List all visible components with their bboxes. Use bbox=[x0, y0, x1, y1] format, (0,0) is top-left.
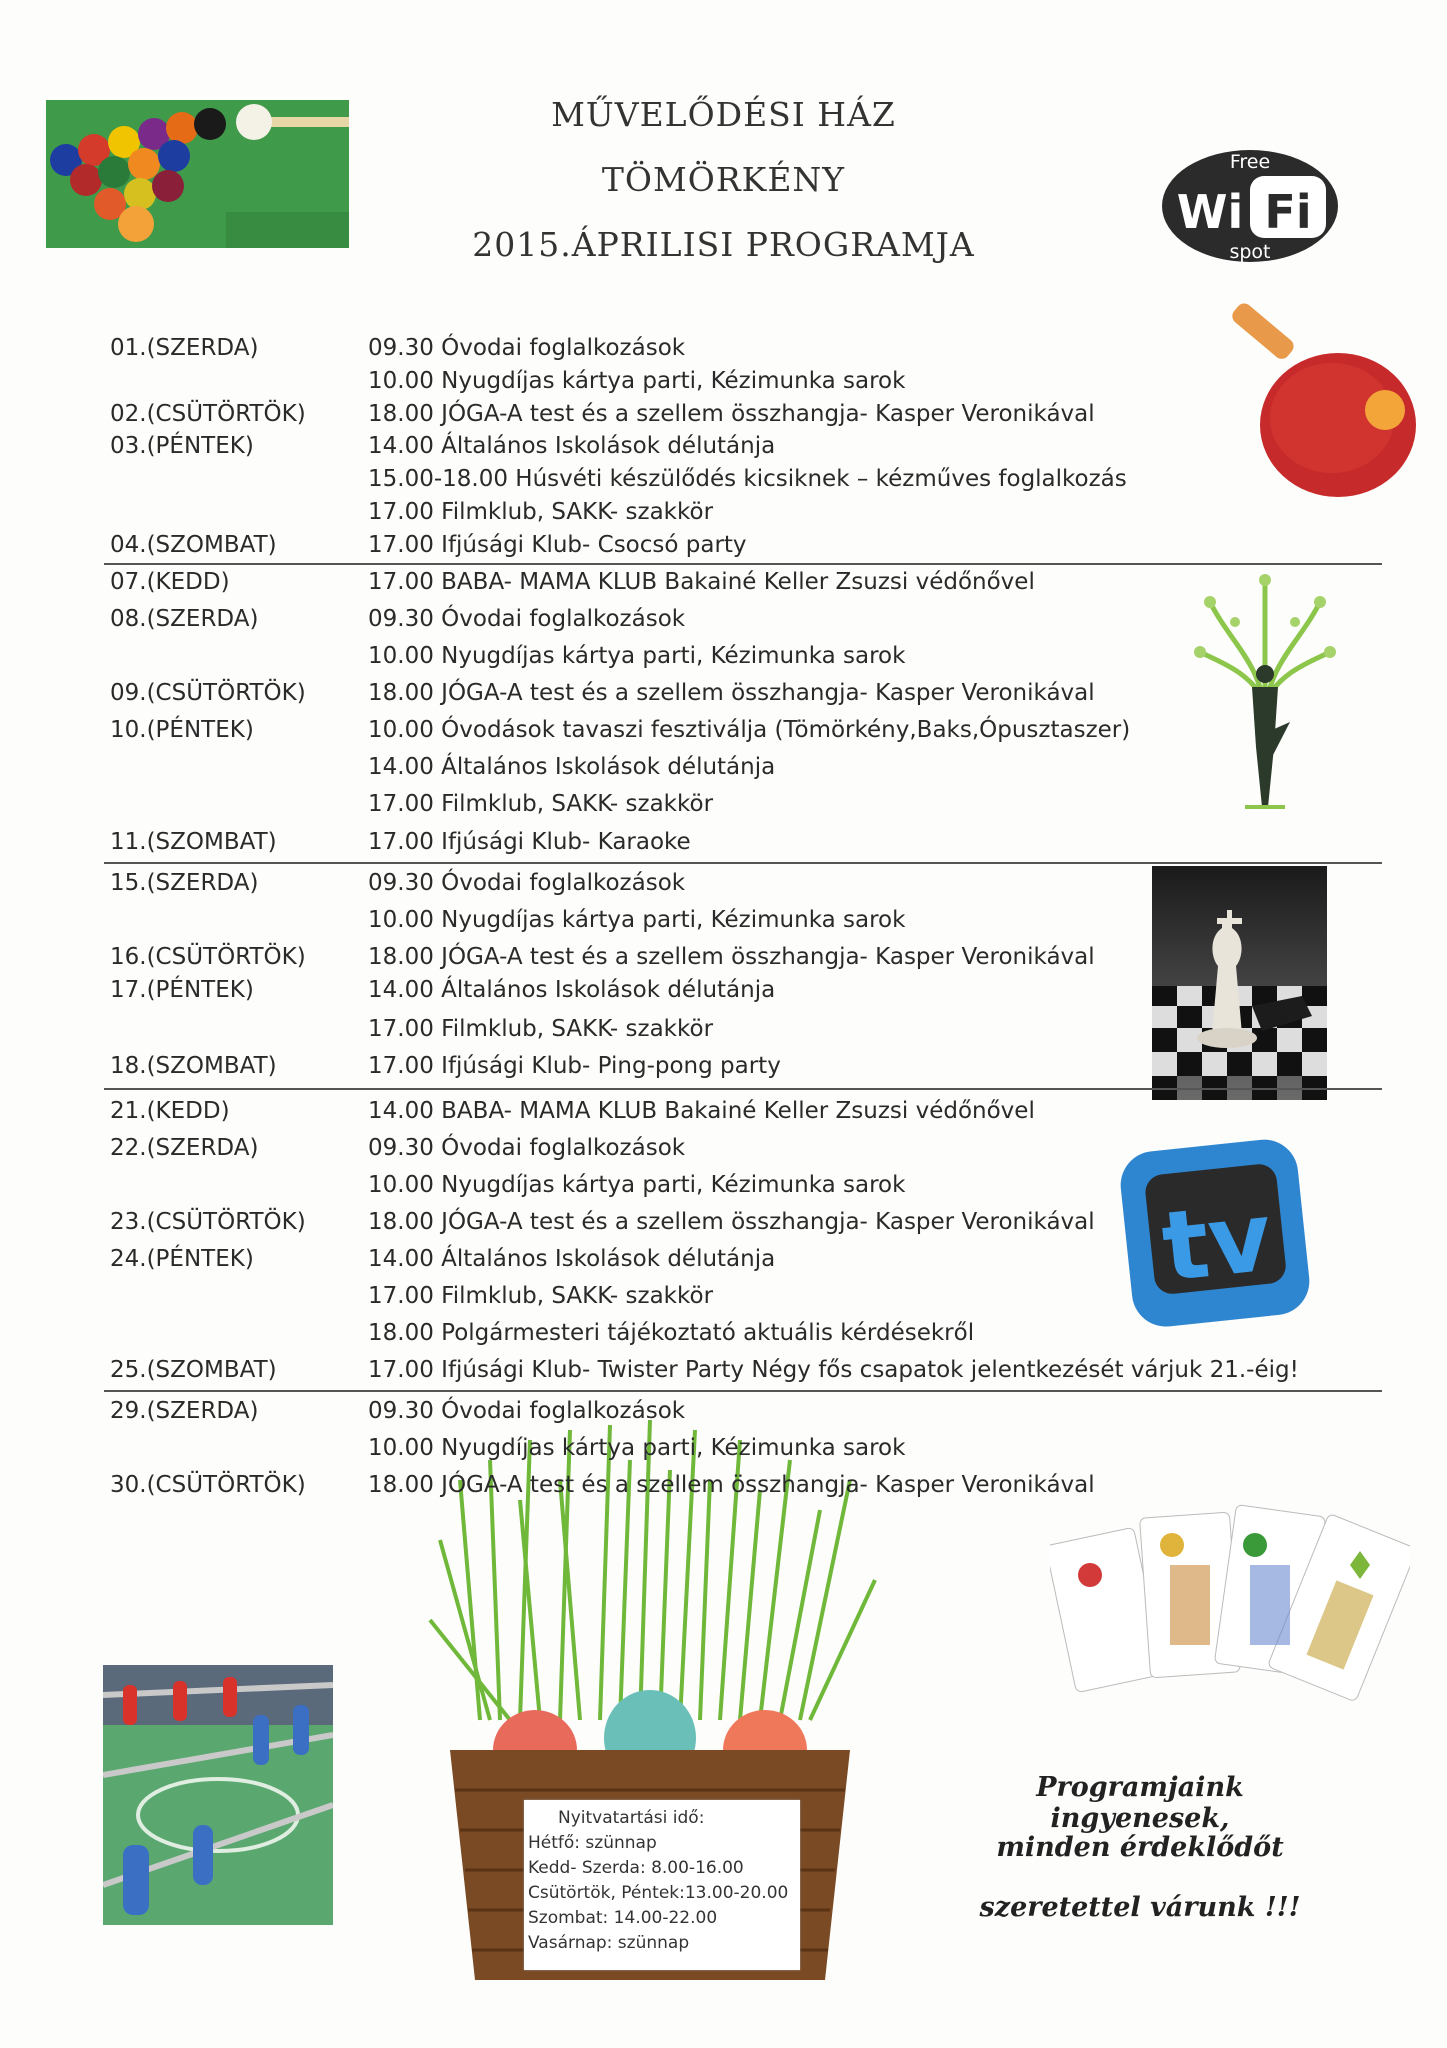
schedule-row bbox=[0, 462, 1447, 496]
schedule-day: 09.(CSÜTÖRTÖK) bbox=[110, 680, 306, 706]
hungarian-playing-cards-image bbox=[1050, 1495, 1410, 1725]
schedule-row bbox=[0, 1049, 1447, 1083]
schedule-day: 18.(SZOMBAT) bbox=[110, 1053, 277, 1079]
closing-line-2: minden érdeklődőt bbox=[996, 1832, 1284, 1863]
schedule-row bbox=[0, 787, 1447, 821]
schedule-event: 17.00 BABA- MAMA KLUB Bakainé Keller Zsuzsi védőnővel bbox=[368, 569, 1035, 595]
schedule-row bbox=[0, 1094, 1447, 1128]
schedule-event: 14.00 Általános Iskolások délutánja bbox=[368, 977, 776, 1003]
billiard-balls-image bbox=[46, 100, 349, 248]
schedule-event: 14.00 BABA- MAMA KLUB Bakainé Keller Zsuzsi védőnővel bbox=[368, 1098, 1035, 1124]
schedule-event: 17.00 Ifjúsági Klub- Karaoke bbox=[368, 829, 691, 855]
opening-hours-line: Hétfő: szünnap bbox=[528, 1833, 657, 1853]
schedule-event: 17.00 Ifjúsági Klub- Csocsó party bbox=[368, 532, 747, 558]
schedule-row bbox=[0, 1394, 1447, 1428]
schedule-day: 15.(SZERDA) bbox=[110, 870, 259, 896]
schedule-day: 04.(SZOMBAT) bbox=[110, 532, 277, 558]
schedule-row bbox=[0, 1316, 1447, 1350]
schedule-row bbox=[0, 565, 1447, 599]
schedule-row bbox=[0, 1279, 1447, 1313]
schedule-day: 01.(SZERDA) bbox=[110, 335, 259, 361]
opening-hours-box bbox=[524, 1800, 800, 1970]
schedule-day: 03.(PÉNTEK) bbox=[110, 433, 254, 459]
schedule-event: 17.00 Filmklub, SAKK- szakkör bbox=[368, 791, 714, 817]
schedule-row bbox=[0, 825, 1447, 859]
schedule-row bbox=[0, 1205, 1447, 1239]
wifi-spot-text: spot bbox=[1229, 241, 1271, 263]
opening-hours-title: Nyitvatartási idő: bbox=[558, 1808, 705, 1828]
schedule-event: 10.00 Nyugdíjas kártya parti, Kézimunka sarok bbox=[368, 368, 906, 394]
schedule-row bbox=[0, 973, 1447, 1007]
schedule-day: 30.(CSÜTÖRTÖK) bbox=[110, 1472, 306, 1498]
schedule-day: 02.(CSÜTÖRTÖK) bbox=[110, 401, 306, 427]
closing-line-3: szeretettel várunk !!! bbox=[979, 1892, 1301, 1923]
schedule-event: 18.00 JÓGA-A test és a szellem összhangja- Kasper Veronikával bbox=[368, 1472, 1095, 1498]
schedule-event: 14.00 Általános Iskolások délutánja bbox=[368, 1246, 776, 1272]
schedule-day: 24.(PÉNTEK) bbox=[110, 1246, 254, 1272]
week-separator bbox=[104, 1088, 1382, 1090]
wifi-free-text: Free bbox=[1229, 151, 1271, 173]
schedule-event: 09.30 Óvodai foglalkozások bbox=[368, 335, 686, 361]
week-separator bbox=[104, 862, 1382, 864]
schedule-row bbox=[0, 1353, 1447, 1387]
schedule-row bbox=[0, 940, 1447, 974]
schedule-row bbox=[0, 1131, 1447, 1165]
schedule-row bbox=[0, 750, 1447, 784]
schedule-event: 10.00 Nyugdíjas kártya parti, Kézimunka sarok bbox=[368, 1172, 906, 1198]
title-line-1: MŰVELŐDÉSI HÁZ bbox=[551, 95, 896, 134]
schedule-row bbox=[0, 331, 1447, 365]
wifi-fi-text: Fi bbox=[1264, 185, 1312, 239]
schedule-day: 23.(CSÜTÖRTÖK) bbox=[110, 1209, 306, 1235]
schedule-day: 16.(CSÜTÖRTÖK) bbox=[110, 944, 306, 970]
opening-hours-line: Csütörtök, Péntek:13.00-20.00 bbox=[528, 1883, 789, 1903]
free-wifi-spot-logo bbox=[1158, 148, 1343, 266]
schedule-row bbox=[0, 903, 1447, 937]
opening-hours-line: Kedd- Szerda: 8.00-16.00 bbox=[528, 1858, 744, 1878]
schedule-event: 09.30 Óvodai foglalkozások bbox=[368, 1398, 686, 1424]
schedule-row bbox=[0, 1242, 1447, 1276]
wifi-wi-text: Wi bbox=[1176, 185, 1244, 239]
schedule-row bbox=[0, 528, 1447, 562]
schedule-day: 17.(PÉNTEK) bbox=[110, 977, 254, 1003]
schedule-row bbox=[0, 676, 1447, 710]
schedule-event: 17.00 Ifjúsági Klub- Ping-pong party bbox=[368, 1053, 781, 1079]
schedule-event: 17.00 Filmklub, SAKK- szakkör bbox=[368, 1283, 714, 1309]
schedule-row bbox=[0, 866, 1447, 900]
schedule-event: 14.00 Általános Iskolások délutánja bbox=[368, 754, 776, 780]
schedule-day: 10.(PÉNTEK) bbox=[110, 717, 254, 743]
schedule-event: 09.30 Óvodai foglalkozások bbox=[368, 606, 686, 632]
schedule-row bbox=[0, 1468, 1447, 1502]
schedule-day: 29.(SZERDA) bbox=[110, 1398, 259, 1424]
schedule-row bbox=[0, 1431, 1447, 1465]
schedule-event: 18.00 JÓGA-A test és a szellem összhangja- Kasper Veronikával bbox=[368, 401, 1095, 427]
schedule-day: 22.(SZERDA) bbox=[110, 1135, 259, 1161]
schedule-event: 15.00-18.00 Húsvéti készülődés kicsiknek – kézműves foglalkozás bbox=[368, 466, 1127, 492]
schedule-row bbox=[0, 639, 1447, 673]
schedule-event: 18.00 Polgármesteri tájékoztató aktuális kérdésekről bbox=[368, 1320, 975, 1346]
schedule-day: 11.(SZOMBAT) bbox=[110, 829, 277, 855]
schedule-event: 18.00 JÓGA-A test és a szellem összhangja- Kasper Veronikával bbox=[368, 680, 1095, 706]
schedule-event: 17.00 Filmklub, SAKK- szakkör bbox=[368, 1016, 714, 1042]
schedule-event: 10.00 Nyugdíjas kártya parti, Kézimunka sarok bbox=[368, 907, 906, 933]
opening-hours-line: Vasárnap: szünnap bbox=[528, 1933, 690, 1953]
schedule-day: 07.(KEDD) bbox=[110, 569, 230, 595]
schedule-row bbox=[0, 1168, 1447, 1202]
schedule-row bbox=[0, 1012, 1447, 1046]
schedule-row bbox=[0, 397, 1447, 431]
schedule-event: 17.00 Ifjúsági Klub- Twister Party Négy fős csapatok jelentkezését várjuk 21.-éig! bbox=[368, 1357, 1299, 1383]
week-separator bbox=[104, 1390, 1382, 1392]
title-line-2: TÖMÖRKÉNY bbox=[601, 160, 846, 199]
schedule-event: 09.30 Óvodai foglalkozások bbox=[368, 1135, 686, 1161]
schedule-event: 10.00 Óvodások tavaszi fesztiválja (Tömörkény,Baks,Ópusztaszer) bbox=[368, 717, 1131, 743]
tv-logo-text: tv bbox=[1157, 1180, 1277, 1304]
schedule-row bbox=[0, 495, 1447, 529]
schedule-row bbox=[0, 364, 1447, 398]
schedule-event: 10.00 Nyugdíjas kártya parti, Kézimunka sarok bbox=[368, 1435, 906, 1461]
schedule-event: 17.00 Filmklub, SAKK- szakkör bbox=[368, 499, 714, 525]
closing-line-1: Programjaink ingyenesek, bbox=[1036, 1772, 1244, 1834]
foosball-table-image bbox=[103, 1665, 333, 1925]
schedule-event: 09.30 Óvodai foglalkozások bbox=[368, 870, 686, 896]
schedule-event: 10.00 Nyugdíjas kártya parti, Kézimunka sarok bbox=[368, 643, 906, 669]
schedule-row bbox=[0, 429, 1447, 463]
schedule-day: 25.(SZOMBAT) bbox=[110, 1357, 277, 1383]
schedule-day: 08.(SZERDA) bbox=[110, 606, 259, 632]
title-line-3: 2015.ÁPRILISI PROGRAMJA bbox=[472, 225, 975, 264]
schedule-event: 18.00 JÓGA-A test és a szellem összhangja- Kasper Veronikával bbox=[368, 944, 1095, 970]
schedule-row bbox=[0, 713, 1447, 747]
schedule-row bbox=[0, 602, 1447, 636]
schedule-event: 14.00 Általános Iskolások délutánja bbox=[368, 433, 776, 459]
schedule-day: 21.(KEDD) bbox=[110, 1098, 230, 1124]
schedule-event: 18.00 JÓGA-A test és a szellem összhangja- Kasper Veronikával bbox=[368, 1209, 1095, 1235]
opening-hours-line: Szombat: 14.00-22.00 bbox=[528, 1908, 718, 1928]
